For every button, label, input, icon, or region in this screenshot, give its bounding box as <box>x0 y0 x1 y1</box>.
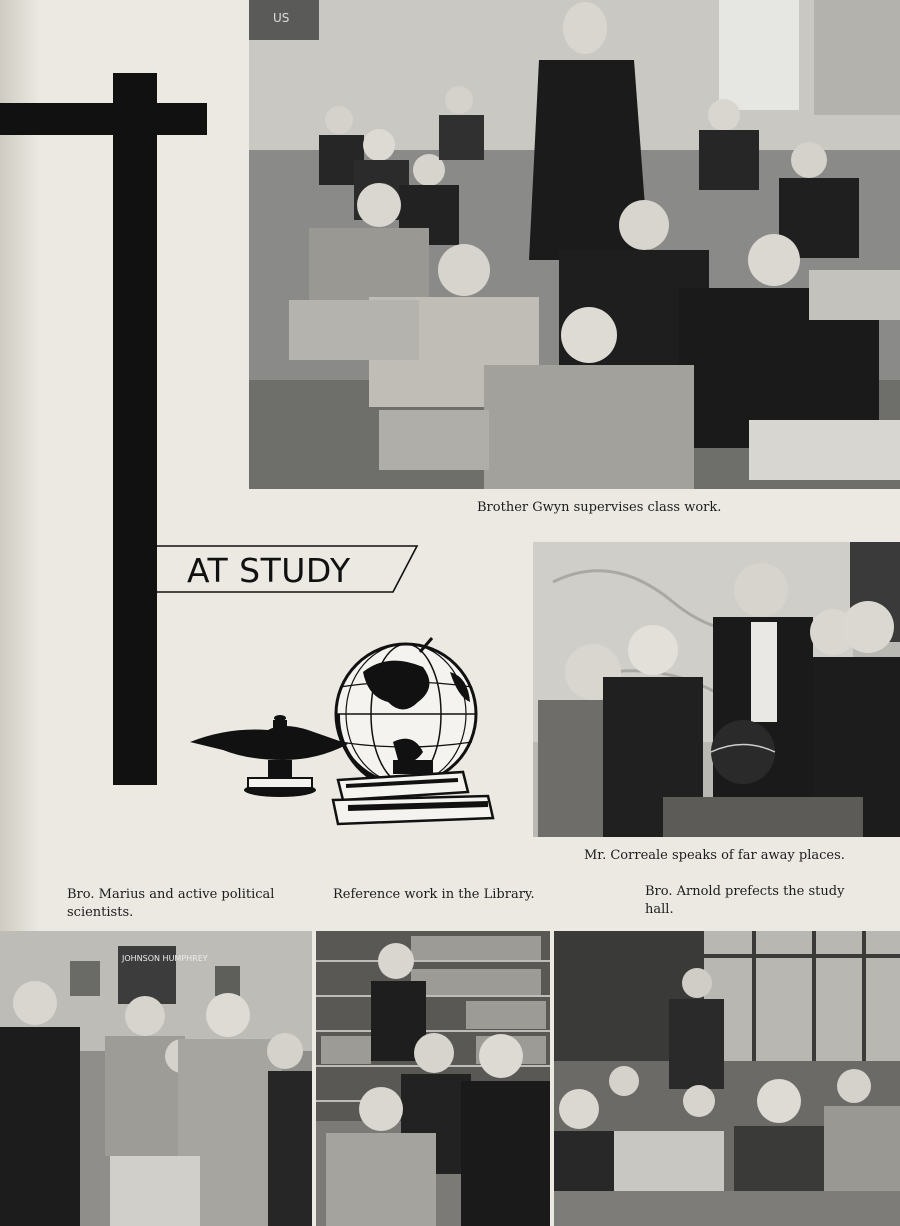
caption-classroom: Brother Gwyn supervises class work. <box>477 500 722 515</box>
caption-geography: Mr. Correale speaks of far away places. <box>584 848 845 863</box>
cross-horizontal-bar <box>0 103 207 135</box>
photo-study-hall <box>554 931 900 1226</box>
caption-library: Reference work in the Library. <box>333 887 535 902</box>
photo-geography <box>533 542 900 837</box>
photo-library <box>316 931 550 1226</box>
lamp-globe-books-icon <box>188 632 498 841</box>
caption-politics: Bro. Marius and active political scientists. <box>67 887 275 920</box>
caption-study-hall: Bro. Arnold prefects the study hall. <box>645 884 845 917</box>
section-heading-banner <box>157 545 417 593</box>
classroom-sign-text: US <box>273 11 290 25</box>
photo-classroom <box>249 0 900 489</box>
politics-poster-text: JOHNSON HUMPHREY <box>122 954 208 963</box>
section-heading: AT STUDY <box>187 551 351 590</box>
photo-politics <box>0 931 312 1226</box>
cross-vertical-post <box>113 73 157 785</box>
